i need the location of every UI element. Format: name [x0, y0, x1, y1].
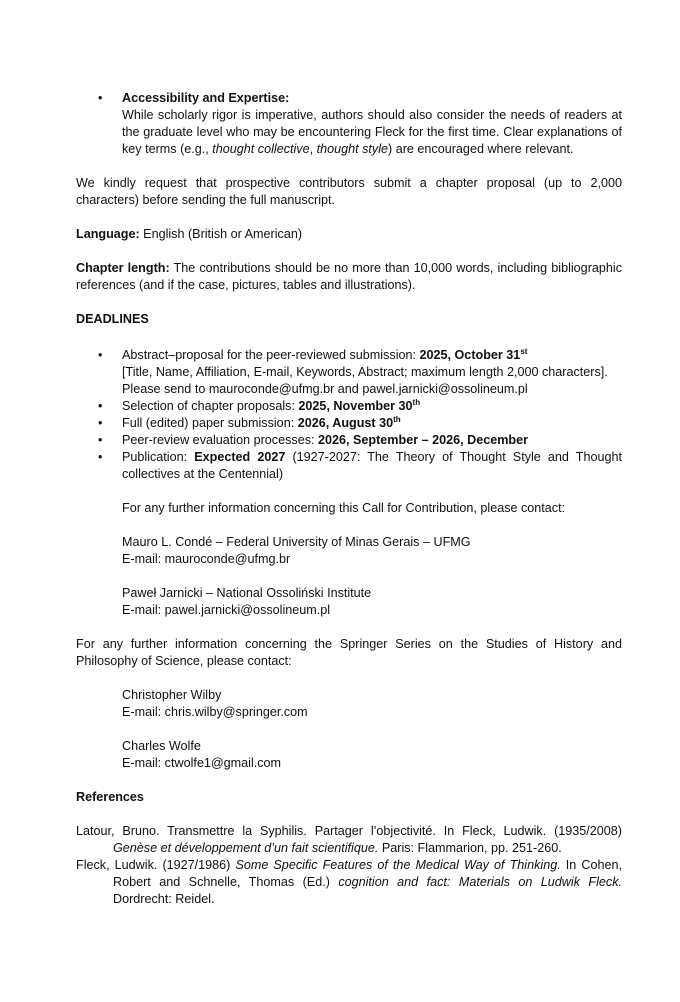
- deadline-item: • Abstract–proposal for the peer-reviewed submission: 2025, October 31st [Title, Name, Affiliation, E-mail, Keywords, Abstract; maximum length 2,000 characters]. Please send to mauroconde@ufmg.br and pawel.jarnicki@ossolineum.pl: [98, 347, 608, 396]
- springer-intro: For any further information concerning the Springer Series on the Studies of History and Philosophy of Science, please contact:: [76, 637, 622, 668]
- bullet-heading: Accessibility and Expertise:: [122, 91, 290, 105]
- document-page: [76, 90, 622, 908]
- bullet-icon: •: [98, 433, 103, 447]
- proposal-request: We kindly request that prospective contributors submit a chapter proposal (up to 2,000 characters) before sending the full manuscript.: [76, 176, 622, 207]
- deadline-item: • Peer-review evaluation processes: 2026, September – 2026, December: [98, 433, 529, 447]
- deadline-item: • Full (edited) paper submission: 2026, August 30th: [98, 415, 401, 430]
- contact-name: Charles Wolfe: [122, 739, 201, 753]
- bullet-icon: •: [98, 399, 103, 413]
- contact-email: E-mail: pawel.jarnicki@ossolineum.pl: [122, 603, 331, 617]
- language-line: Language: English (British or American): [76, 227, 303, 241]
- deadlines-heading: DEADLINES: [76, 312, 149, 326]
- contact-email: E-mail: chris.wilby@springer.com: [122, 705, 308, 719]
- contact-email: E-mail: ctwolfe1@gmail.com: [122, 756, 282, 770]
- contact-intro: For any further information concerning this Call for Contribution, please contact:: [122, 501, 566, 515]
- bullet-icon: •: [98, 91, 103, 105]
- deadline-item: • Selection of chapter proposals: 2025, November 30th: [98, 398, 421, 413]
- chapter-length: Chapter length: The contributions should be no more than 10,000 words, including bibliographic references (and if the case, pictures, tables and illustrations).: [76, 261, 622, 292]
- guidelines-list: [76, 90, 622, 158]
- reference-item: Fleck, Ludwik. (1927/1986) Some Specific Features of the Medical Way of Thinking. In Cohen, Robert and Schnelle, Thomas (Ed.) cognition and fact: Materials on Ludwik Fleck. Dordrecht: Reidel.: [76, 858, 623, 906]
- bullet-icon: •: [98, 348, 103, 362]
- contact-name: Paweł Jarnicki – National Ossoliński Institute: [122, 586, 372, 600]
- contact-email: E-mail: mauroconde@ufmg.br: [122, 552, 291, 566]
- references-heading: References: [76, 790, 144, 804]
- send-to: Please send to mauroconde@ufmg.br and pawel.jarnicki@ossolineum.pl: [122, 382, 528, 396]
- deadline-item: • Publication: Expected 2027 (1927-2027: The Theory of Thought Style and Thought collectives at the Centennial): [98, 450, 623, 481]
- deadlines-list: [76, 347, 622, 483]
- reference-item: Latour, Bruno. Transmettre la Syphilis. Partager l’objectivité. In Fleck, Ludwik. (1935/2008) Genèse et développement d’un fait scientifique. Paris: Flammarion, pp. 251-260.: [76, 824, 622, 855]
- bullet-icon: •: [98, 450, 103, 464]
- list-item: • Accessibility and Expertise: While scholarly rigor is imperative, authors should also consider the needs of readers at the graduate level who may be encountering Fleck for the first time. Clear explanations of key terms (e.g., thought collective, thought style) are encouraged where relevant.: [98, 91, 622, 156]
- contact-name: Christopher Wilby: [122, 688, 222, 702]
- bullet-icon: •: [98, 416, 103, 430]
- contact-name: Mauro L. Condé – Federal University of Minas Gerais – UFMG: [122, 535, 471, 549]
